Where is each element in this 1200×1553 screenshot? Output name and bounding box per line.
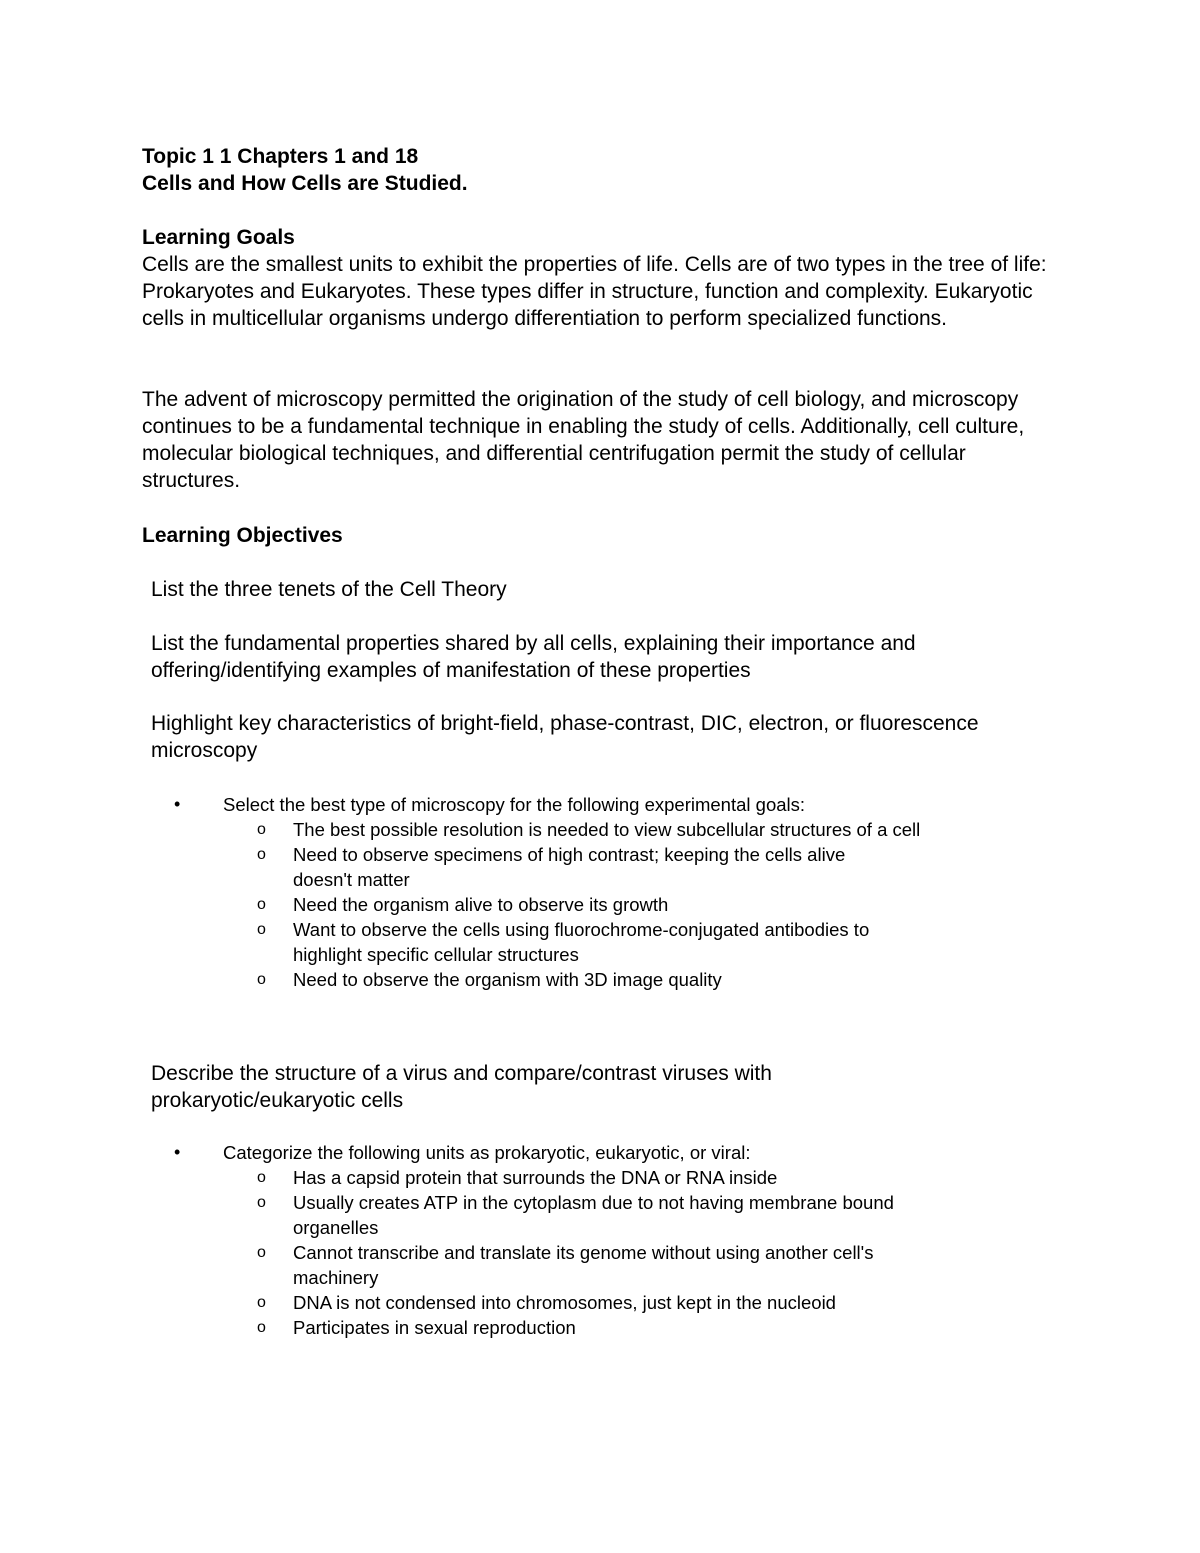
list-item (140, 1190, 1100, 1240)
microscopy-subitem-text: The best possible resolution is needed to view subcellular structures of a cell (293, 819, 921, 840)
sub-marker: o (257, 821, 266, 838)
list-item (140, 1240, 1100, 1290)
objective-4 (151, 1060, 911, 1114)
list-item (140, 917, 1100, 967)
sub-marker: o (257, 921, 266, 938)
virus-subitem-text: Cannot transcribe and translate its genome without using another cell's machinery (293, 1242, 874, 1288)
sub-marker: o (257, 846, 266, 863)
bullet-marker: • (174, 1142, 181, 1162)
goals-paragraph-2-block (142, 386, 1067, 494)
microscopy-subitem-text: Need the organism alive to observe its growth (293, 894, 669, 915)
goals-heading: Learning Goals (142, 226, 295, 249)
list-item (140, 792, 1100, 817)
header (142, 143, 1102, 197)
microscopy-subitem-text: Need to observe specimens of high contrast; keeping the cells alive doesn't matter (293, 844, 846, 890)
virus-subitem-text: DNA is not condensed into chromosomes, just kept in the nucleoid (293, 1292, 836, 1313)
sub-marker: o (257, 1194, 266, 1211)
list-item (140, 842, 1100, 892)
virus-task-text: Categorize the following units as prokaryotic, eukaryotic, or viral: (223, 1142, 751, 1163)
objective-3-text: Highlight key characteristics of bright-field, phase-contrast, DIC, electron, or fluorescence microscopy (151, 712, 979, 762)
bullet-marker: • (174, 794, 181, 814)
sub-marker: o (257, 1294, 266, 1311)
objectives-heading: Learning Objectives (142, 524, 343, 547)
sub-marker: o (257, 971, 266, 988)
microscopy-task-text: Select the best type of microscopy for the following experimental goals: (223, 794, 806, 815)
objectives-heading-block (142, 522, 1042, 549)
list-item (140, 1290, 1100, 1315)
sub-marker: o (257, 1319, 266, 1336)
microscopy-subitem-list (140, 817, 1100, 992)
microscopy-subitem-text: Need to observe the organism with 3D image quality (293, 969, 722, 990)
virus-subitem-list (140, 1165, 1100, 1340)
document-title: Topic 1 1 Chapters 1 and 18 (142, 145, 419, 168)
list-item (140, 1165, 1100, 1190)
microscopy-task (140, 792, 1100, 992)
sub-marker: o (257, 1169, 266, 1186)
list-item (140, 892, 1100, 917)
list-item (140, 1140, 1100, 1165)
objective-2 (151, 630, 1031, 684)
objective-3 (151, 710, 991, 764)
sub-marker: o (257, 896, 266, 913)
list-item (140, 967, 1100, 992)
virus-task (140, 1140, 1100, 1340)
sub-marker: o (257, 1244, 266, 1261)
virus-subitem-text: Usually creates ATP in the cytoplasm due to not having membrane bound organelles (293, 1192, 894, 1238)
microscopy-bullet-list (140, 792, 1100, 817)
objective-1-text: List the three tenets of the Cell Theory (151, 578, 507, 601)
goals-section (142, 224, 1067, 332)
goals-paragraph-1: Cells are the smallest units to exhibit the properties of life. Cells are of two types in the tree of life: Prokaryotes and Eukaryotes. These types differ in structure, function and complexity. Eukaryotic cells in multicellular organisms undergo differentiation to perform specialized functions. (142, 253, 1047, 330)
list-item (140, 1315, 1100, 1340)
objective-1 (151, 576, 1051, 603)
objective-4-text: Describe the structure of a virus and compare/contrast viruses with prokaryotic/eukaryotic cells (151, 1062, 772, 1112)
objective-2-text: List the fundamental properties shared by all cells, explaining their importance and offering/identifying examples of manifestation of these properties (151, 632, 916, 682)
virus-bullet-list (140, 1140, 1100, 1165)
document-subtitle: Cells and How Cells are Studied. (142, 172, 468, 195)
virus-subitem-text: Participates in sexual reproduction (293, 1317, 576, 1338)
microscopy-subitem-text: Want to observe the cells using fluorochrome-conjugated antibodies to highlight specific cellular structures (293, 919, 870, 965)
virus-subitem-text: Has a capsid protein that surrounds the DNA or RNA inside (293, 1167, 778, 1188)
goals-paragraph-2: The advent of microscopy permitted the origination of the study of cell biology, and microscopy continues to be a fundamental technique in enabling the study of cells. Additionally, cell culture, molecular biological techniques, and differential centrifugation permit the study of cellular structures. (142, 388, 1025, 492)
list-item (140, 817, 1100, 842)
